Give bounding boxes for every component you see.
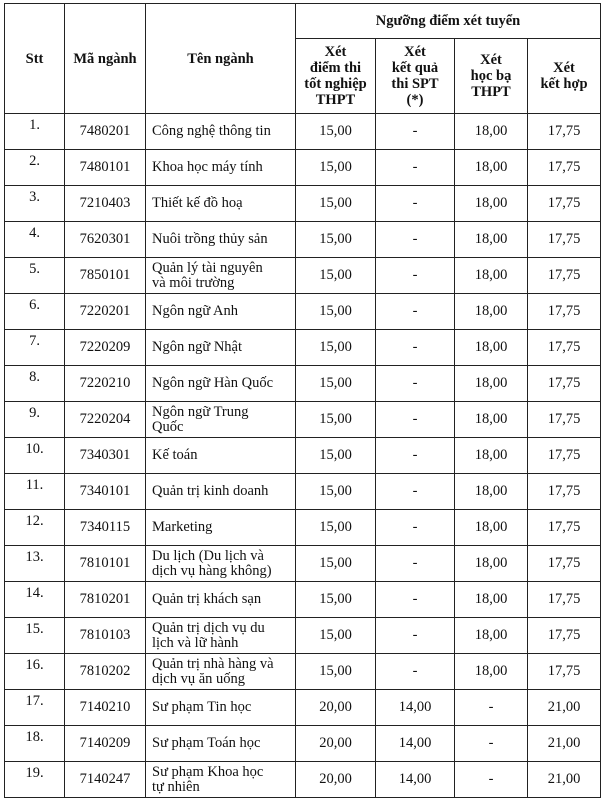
header-exam-score [296, 39, 376, 114]
major-name-line: Ngôn ngữ Nhật [152, 339, 243, 355]
row-stt: 2. [5, 150, 65, 186]
row-stt: 7. [5, 330, 65, 366]
row-stt: 5. [5, 258, 65, 294]
row-major-name [146, 150, 296, 186]
table-row [5, 258, 601, 294]
row-stt: 4. [5, 222, 65, 258]
major-name-line: Sư phạm Tin học [152, 699, 252, 715]
major-name-line: Thiết kế đồ hoạ [152, 195, 243, 211]
row-spt-result: - [376, 150, 455, 186]
row-combined-score: 17,75 [528, 654, 601, 690]
header-line: THPT [471, 84, 511, 100]
row-spt-result: - [376, 618, 455, 654]
header-line: Xét [480, 52, 502, 68]
row-combined-score: 17,75 [528, 294, 601, 330]
row-exam-score: 15,00 [296, 474, 376, 510]
row-combined-score: 21,00 [528, 690, 601, 726]
row-transcript-score: - [455, 726, 528, 762]
table-row [5, 474, 601, 510]
major-name-line: Marketing [152, 519, 213, 535]
row-transcript-score: 18,00 [455, 546, 528, 582]
row-combined-score: 17,75 [528, 402, 601, 438]
row-exam-score: 15,00 [296, 222, 376, 258]
header-line: thi SPT [391, 76, 439, 92]
row-spt-result: - [376, 114, 455, 150]
row-transcript-score: 18,00 [455, 618, 528, 654]
row-major-name [146, 618, 296, 654]
row-major-name [146, 690, 296, 726]
row-exam-score: 20,00 [296, 726, 376, 762]
row-major-name [146, 366, 296, 402]
table-row [5, 726, 601, 762]
row-exam-score: 15,00 [296, 114, 376, 150]
major-name-line: Quản trị khách sạn [152, 591, 262, 607]
row-spt-result: - [376, 654, 455, 690]
major-name-line: dịch vụ hàng không) [152, 562, 272, 579]
table-row [5, 294, 601, 330]
major-name-line: Ngôn ngữ Trung [152, 403, 249, 420]
row-major-code: 7140247 [65, 762, 146, 798]
row-spt-result: 14,00 [376, 690, 455, 726]
row-exam-score: 15,00 [296, 438, 376, 474]
row-stt: 13. [5, 546, 65, 582]
header-line: THPT [315, 92, 356, 108]
row-transcript-score: - [455, 762, 528, 798]
row-major-name [146, 654, 296, 690]
row-transcript-score: 18,00 [455, 402, 528, 438]
table-row [5, 582, 601, 618]
table-row [5, 114, 601, 150]
row-major-name [146, 762, 296, 798]
row-major-name [146, 726, 296, 762]
table-row [5, 510, 601, 546]
header-line: (*) [406, 92, 424, 108]
table-row [5, 330, 601, 366]
row-stt: 11. [5, 474, 65, 510]
row-spt-result: - [376, 546, 455, 582]
table-row [5, 402, 601, 438]
major-name-line: Nuôi trồng thủy sản [152, 231, 268, 247]
major-name-line: Quản trị nhà hàng và [152, 655, 274, 672]
row-transcript-score: 18,00 [455, 582, 528, 618]
table-row [5, 366, 601, 402]
table-body [5, 114, 601, 798]
table-row [5, 618, 601, 654]
table-row [5, 222, 601, 258]
row-spt-result: - [376, 186, 455, 222]
row-exam-score: 15,00 [296, 294, 376, 330]
row-spt-result: - [376, 402, 455, 438]
row-exam-score: 15,00 [296, 582, 376, 618]
header-line: kết quả [391, 60, 439, 76]
row-combined-score: 17,75 [528, 150, 601, 186]
major-name-line: Sư phạm Khoa học [152, 763, 264, 780]
header-line: học bạ [470, 68, 512, 84]
major-name-line: Du lịch (Du lịch và [152, 547, 264, 564]
major-name-line: Công nghệ thông tin [152, 123, 271, 139]
header-score-threshold: Ngưỡng điểm xét tuyển [296, 4, 601, 39]
row-transcript-score: 18,00 [455, 330, 528, 366]
major-name-line: Quản lý tài nguyên [152, 259, 263, 276]
admission-score-table [4, 3, 601, 798]
row-major-code: 7220204 [65, 402, 146, 438]
row-combined-score: 17,75 [528, 618, 601, 654]
row-exam-score: 15,00 [296, 150, 376, 186]
row-transcript-score: 18,00 [455, 510, 528, 546]
row-major-code: 7810101 [65, 546, 146, 582]
row-transcript-score: 18,00 [455, 222, 528, 258]
header-line: Xét [404, 44, 426, 60]
row-combined-score: 17,75 [528, 114, 601, 150]
admission-threshold-document [4, 3, 601, 798]
row-transcript-score: 18,00 [455, 474, 528, 510]
header-major-code: Mã ngành [65, 4, 146, 114]
row-combined-score: 17,75 [528, 258, 601, 294]
row-stt: 9. [5, 402, 65, 438]
row-stt: 8. [5, 366, 65, 402]
row-stt: 3. [5, 186, 65, 222]
row-combined-score: 21,00 [528, 762, 601, 798]
row-transcript-score: 18,00 [455, 366, 528, 402]
major-name-line: Khoa học máy tính [152, 159, 263, 175]
major-name-line: Ngôn ngữ Anh [152, 303, 239, 319]
row-exam-score: 15,00 [296, 186, 376, 222]
row-major-name [146, 546, 296, 582]
row-transcript-score: 18,00 [455, 294, 528, 330]
row-major-name [146, 330, 296, 366]
row-spt-result: - [376, 510, 455, 546]
row-spt-result: - [376, 582, 455, 618]
row-combined-score: 17,75 [528, 438, 601, 474]
major-name-line: Ngôn ngữ Hàn Quốc [152, 375, 274, 391]
row-combined-score: 17,75 [528, 366, 601, 402]
row-spt-result: - [376, 438, 455, 474]
row-transcript-score: 18,00 [455, 258, 528, 294]
table-row [5, 186, 601, 222]
table-row [5, 690, 601, 726]
major-name-line: dịch vụ ăn uống [152, 670, 246, 687]
row-exam-score: 15,00 [296, 618, 376, 654]
row-exam-score: 15,00 [296, 366, 376, 402]
row-stt: 14. [5, 582, 65, 618]
row-major-code: 7210403 [65, 186, 146, 222]
row-transcript-score: 18,00 [455, 114, 528, 150]
row-major-code: 7850101 [65, 258, 146, 294]
row-exam-score: 20,00 [296, 690, 376, 726]
row-exam-score: 15,00 [296, 330, 376, 366]
header-line: Xét [553, 60, 575, 76]
header-line: Xét [324, 44, 347, 60]
major-name-line: Kế toán [152, 447, 198, 463]
row-spt-result: - [376, 258, 455, 294]
major-name-line: tự nhiên [152, 778, 200, 795]
row-transcript-score: 18,00 [455, 654, 528, 690]
row-spt-result: 14,00 [376, 762, 455, 798]
row-combined-score: 17,75 [528, 582, 601, 618]
row-stt: 16. [5, 654, 65, 690]
row-stt: 10. [5, 438, 65, 474]
row-major-name [146, 402, 296, 438]
row-stt: 18. [5, 726, 65, 762]
header-line: kết hợp [540, 76, 588, 92]
table-row [5, 438, 601, 474]
row-major-code: 7340301 [65, 438, 146, 474]
row-exam-score: 15,00 [296, 258, 376, 294]
row-stt: 15. [5, 618, 65, 654]
header-combined [528, 39, 601, 114]
row-major-name [146, 258, 296, 294]
row-major-code: 7480101 [65, 150, 146, 186]
header-spt-result [376, 39, 455, 114]
row-stt: 17. [5, 690, 65, 726]
row-combined-score: 17,75 [528, 222, 601, 258]
row-combined-score: 17,75 [528, 330, 601, 366]
row-major-code: 7340101 [65, 474, 146, 510]
row-exam-score: 15,00 [296, 510, 376, 546]
row-major-code: 7220201 [65, 294, 146, 330]
row-combined-score: 17,75 [528, 474, 601, 510]
row-major-name [146, 582, 296, 618]
row-combined-score: 21,00 [528, 726, 601, 762]
row-stt: 12. [5, 510, 65, 546]
row-major-name [146, 114, 296, 150]
major-name-line: Quản trị dịch vụ du [152, 619, 265, 636]
major-name-line: Sư phạm Toán học [152, 735, 261, 751]
row-major-code: 7480201 [65, 114, 146, 150]
row-spt-result: 14,00 [376, 726, 455, 762]
row-major-code: 7810201 [65, 582, 146, 618]
row-spt-result: - [376, 366, 455, 402]
table-row [5, 546, 601, 582]
row-stt: 19. [5, 762, 65, 798]
row-major-code: 7220210 [65, 366, 146, 402]
row-exam-score: 15,00 [296, 402, 376, 438]
row-spt-result: - [376, 294, 455, 330]
row-major-name [146, 474, 296, 510]
row-major-code: 7220209 [65, 330, 146, 366]
row-major-name [146, 294, 296, 330]
header-line: điểm thi [309, 60, 362, 76]
row-major-name [146, 222, 296, 258]
row-exam-score: 20,00 [296, 762, 376, 798]
row-spt-result: - [376, 330, 455, 366]
table-row [5, 654, 601, 690]
major-name-line: lịch và lữ hành [152, 634, 239, 651]
row-combined-score: 17,75 [528, 510, 601, 546]
row-major-name [146, 438, 296, 474]
table-row [5, 150, 601, 186]
row-major-code: 7620301 [65, 222, 146, 258]
row-stt: 1. [5, 114, 65, 150]
major-name-line: Quốc [152, 418, 184, 435]
row-transcript-score: 18,00 [455, 186, 528, 222]
table-row [5, 762, 601, 798]
row-exam-score: 15,00 [296, 654, 376, 690]
row-major-code: 7810103 [65, 618, 146, 654]
row-spt-result: - [376, 474, 455, 510]
row-spt-result: - [376, 222, 455, 258]
header-major-name: Tên ngành [146, 4, 296, 114]
row-major-code: 7140209 [65, 726, 146, 762]
row-major-name [146, 510, 296, 546]
row-major-name [146, 186, 296, 222]
row-transcript-score: 18,00 [455, 150, 528, 186]
row-exam-score: 15,00 [296, 546, 376, 582]
row-transcript-score: 18,00 [455, 438, 528, 474]
major-name-line: Quản trị kinh doanh [152, 483, 269, 499]
row-major-code: 7140210 [65, 690, 146, 726]
row-major-code: 7810202 [65, 654, 146, 690]
row-transcript-score: - [455, 690, 528, 726]
row-combined-score: 17,75 [528, 186, 601, 222]
row-stt: 6. [5, 294, 65, 330]
header-line: tốt nghiệp [304, 76, 367, 92]
row-major-code: 7340115 [65, 510, 146, 546]
row-combined-score: 17,75 [528, 546, 601, 582]
header-transcript [455, 39, 528, 114]
major-name-line: và môi trường [152, 274, 235, 291]
header-stt: Stt [5, 4, 65, 114]
